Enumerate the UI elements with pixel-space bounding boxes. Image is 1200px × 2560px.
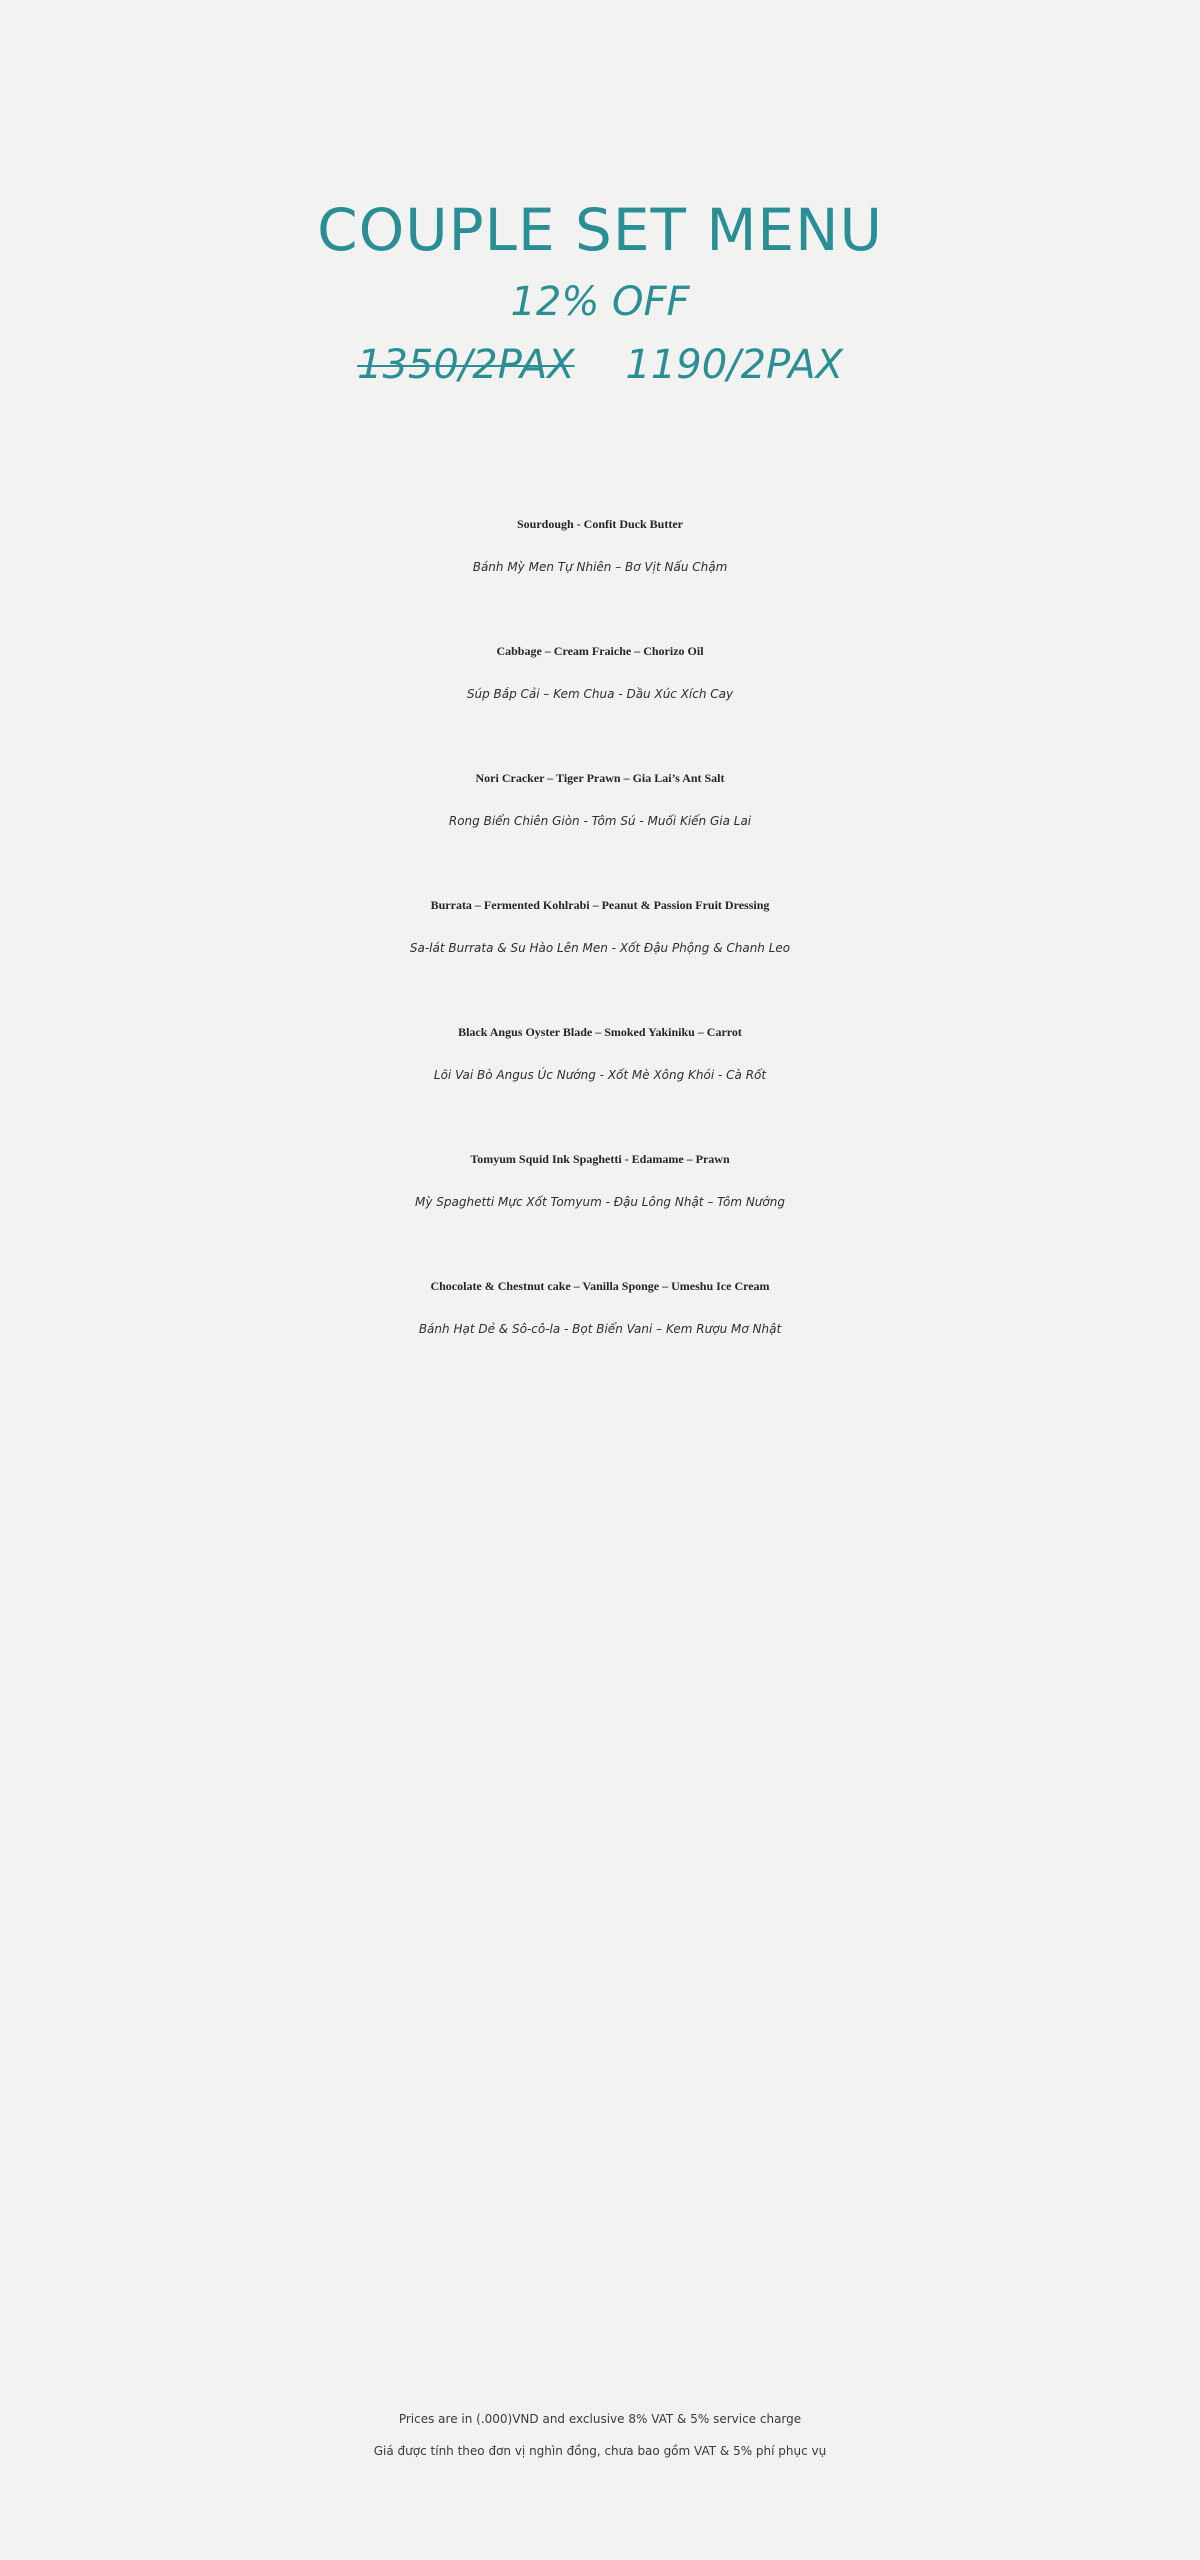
course-name-vi: Lõi Vai Bò Angus Úc Nướng - Xốt Mè Xông Khói - Cà Rốt <box>433 1068 767 1082</box>
price-note-vi: Giá được tính theo đơn vị nghìn đồng, chưa bao gồm VAT & 5% phí phục vụ <box>373 2444 827 2458</box>
course-item <box>0 1011 1200 1138</box>
discount-label: 12% OFF <box>510 279 690 325</box>
course-item <box>0 884 1200 1011</box>
course-name-vi: Rong Biển Chiên Giòn - Tôm Sú - Muối Kiến Gia Lai <box>448 814 752 828</box>
course-name-en: Chocolate & Chestnut cake – Vanilla Sponge – Umeshu Ice Cream <box>430 1279 770 1293</box>
course-name-vi: Bánh Mỳ Men Tự Nhiên – Bơ Vịt Nấu Chậm <box>472 560 728 574</box>
course-name-en: Burrata – Fermented Kohlrabi – Peanut & Passion Fruit Dressing <box>430 898 770 912</box>
course-name-vi: Bánh Hạt Dẻ & Sô-cô-la - Bọt Biển Vani – Kem Rượu Mơ Nhật <box>418 1322 782 1336</box>
course-name-en: Tomyum Squid Ink Spaghetti - Edamame – Prawn <box>470 1152 730 1166</box>
course-name-en: Black Angus Oyster Blade – Smoked Yakiniku – Carrot <box>458 1025 742 1039</box>
course-name-en: Nori Cracker – Tiger Prawn – Gia Lai’s Ant Salt <box>475 771 725 785</box>
menu-header <box>0 188 1200 398</box>
course-item <box>0 757 1200 884</box>
course-name-en: Sourdough - Confit Duck Butter <box>516 517 684 531</box>
course-item <box>0 630 1200 757</box>
course-name-vi: Mỳ Spaghetti Mực Xốt Tomyum - Đậu Lông Nhật – Tôm Nướng <box>415 1195 785 1209</box>
course-item <box>0 1265 1200 1392</box>
price-line <box>0 332 1200 398</box>
course-item <box>0 1138 1200 1265</box>
course-list <box>0 503 1200 1392</box>
course-item <box>0 503 1200 630</box>
old-price: 1350/2PAX <box>357 342 575 388</box>
new-price: 1190/2PAX <box>625 342 843 388</box>
course-name-en: Cabbage – Cream Fraiche – Chorizo Oil <box>496 644 704 658</box>
price-note-en: Prices are in (.000)VND and exclusive 8% VAT & 5% service charge <box>398 2412 802 2426</box>
price-note <box>0 2403 1200 2467</box>
course-name-vi: Sa-lát Burrata & Su Hào Lên Men - Xốt Đậu Phộng & Chanh Leo <box>409 941 791 955</box>
course-name-vi: Súp Bắp Cải – Kem Chua - Dầu Xúc Xích Cay <box>466 687 734 701</box>
menu-title: COUPLE SET MENU <box>317 196 883 264</box>
